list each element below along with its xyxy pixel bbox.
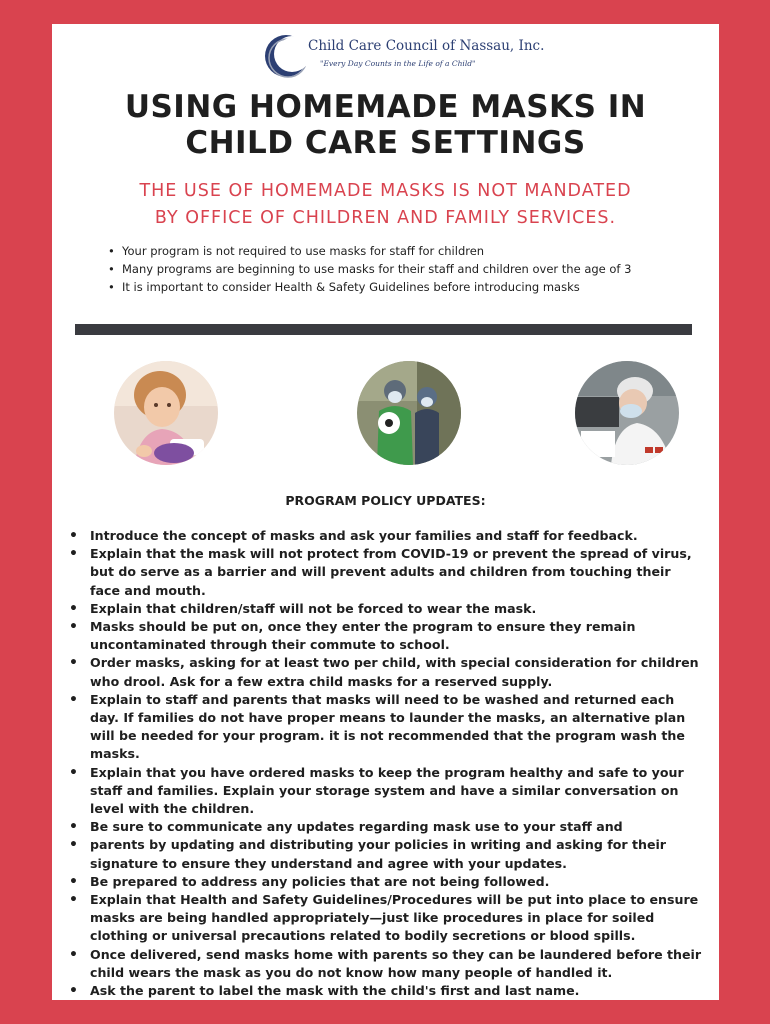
policy-item: • parents by updating and distributing your policies in writing and asking for their signature to ensure they understand and agree with your updates. (68, 836, 704, 872)
policy-item: • Introduce the concept of masks and ask your families and staff for feedback. (68, 527, 704, 545)
org-tagline: "Every Day Counts in the Life of a Child" (320, 59, 476, 68)
notes-item: • Your program is not required to use masks for staff for children (104, 242, 631, 260)
policy-item: • Explain to staff and parents that masks will need to be washed and returned each day. If families do not have proper means to launder the masks, an alternative plan will be needed for your program. it is not recommended that the program wash the masks. (68, 691, 704, 764)
policy-item: • Be prepared to address any policies that are not being followed. (68, 873, 704, 891)
policy-item: • Order masks, asking for at least two per child, with special consideration for children who drool. Ask for a few extra child masks for a reserved supply. (68, 654, 704, 690)
title-line-1: USING HOMEMADE MASKS IN (124, 89, 647, 125)
policy-heading: PROGRAM POLICY UPDATES: (285, 493, 486, 508)
policy-item: • Ask the parent to label the mask with the child's first and last name. (68, 982, 704, 1000)
section-divider (75, 324, 692, 335)
flyer-page (52, 24, 719, 1000)
toddler-image (114, 361, 218, 465)
policy-item: • Explain that children/staff will not be forced to wear the mask. (68, 600, 704, 618)
notes-item: • Many programs are beginning to use masks for their staff and children over the age of 3 (104, 260, 631, 278)
mandate-notice (52, 178, 719, 232)
policy-item: • Explain that the mask will not protect from COVID-19 or prevent the spread of virus, but do serve as a barrier and will prevent adults and children from touching their face and mouth. (68, 545, 704, 600)
policy-item: • Explain that you have ordered masks to keep the program healthy and safe to your staff and families. Explain your storage system and have a similar conversation on level with the children. (68, 764, 704, 819)
toddler-photo (114, 361, 218, 465)
notes-item: • It is important to consider Health & Safety Guidelines before introducing masks (104, 278, 631, 296)
mask-maker-image (575, 361, 679, 465)
crescent-logo-icon (264, 32, 306, 80)
children-with-masks-image (357, 361, 461, 465)
org-name: Child Care Council of Nassau, Inc. (308, 38, 545, 54)
policy-item: • Once delivered, send masks home with parents so they can be laundered before their child wears the mask as you do not know how many people of handled it. (68, 946, 704, 982)
notes-list (104, 242, 631, 296)
mask-maker-photo (575, 361, 679, 465)
mandate-notice-line-1: THE USE OF HOMEMADE MASKS IS NOT MANDATED (139, 181, 632, 201)
policy-item: • Explain that Health and Safety Guidelines/Procedures will be put into place to ensure masks are being handled appropriately—just like procedures in place for soiled clothing or universal precautions related to bodily secretions or blood spills. (68, 891, 704, 946)
page-title (52, 89, 719, 161)
policy-list (68, 527, 704, 1000)
mandate-notice-line-2: BY OFFICE OF CHILDREN AND FAMILY SERVICES. (154, 208, 617, 228)
policy-item: • Masks should be put on, once they enter the program to ensure they remain uncontaminated through their commute to school. (68, 618, 704, 654)
policy-item: • Be sure to communicate any updates regarding mask use to your staff and (68, 818, 704, 836)
title-line-2: CHILD CARE SETTINGS (185, 125, 586, 161)
council-logo (264, 32, 545, 80)
children-with-masks-photo (357, 361, 461, 465)
